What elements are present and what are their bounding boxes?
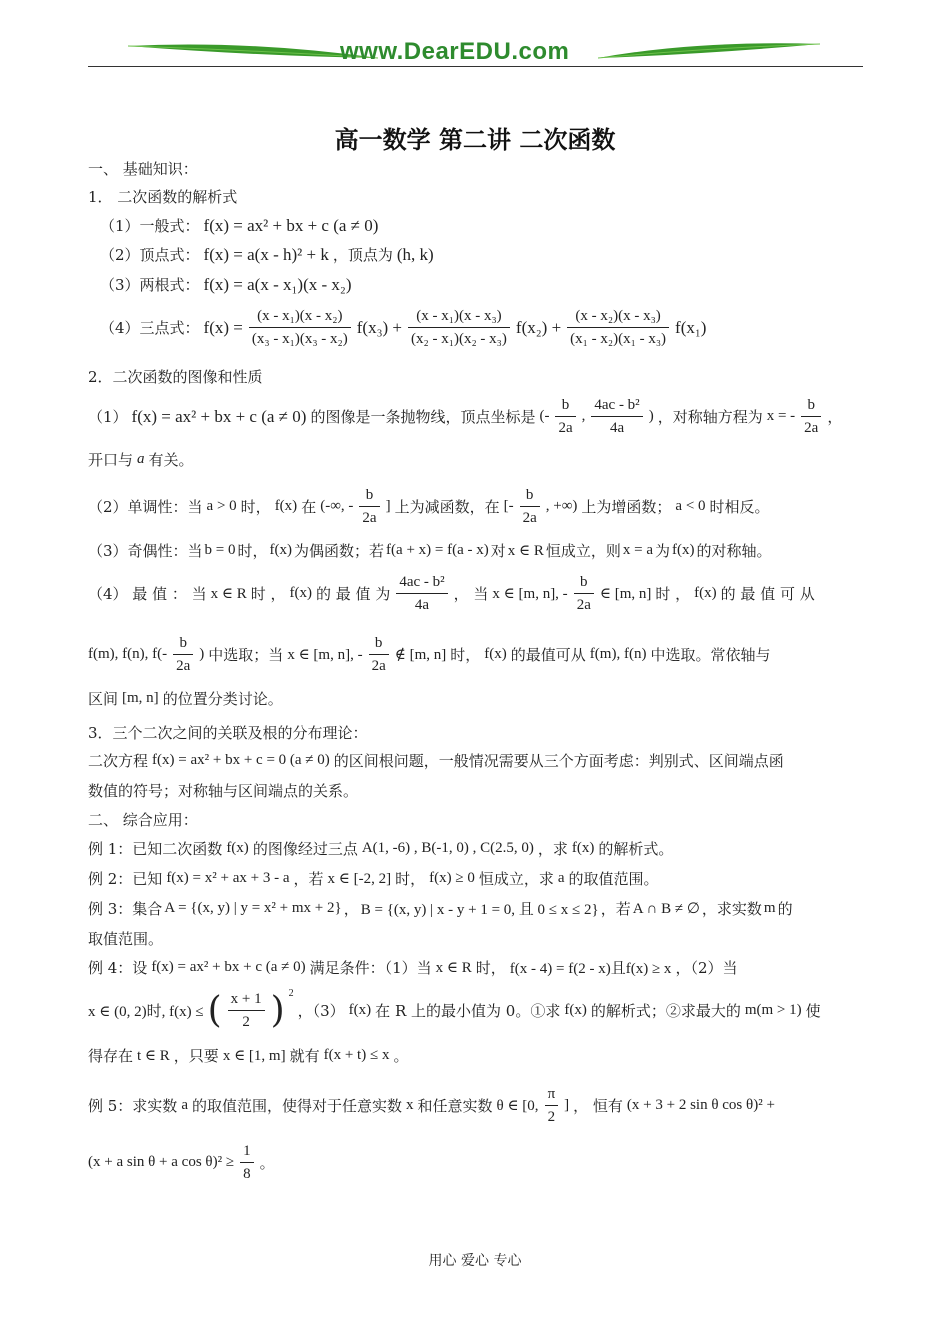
property-4-line3: 区间 [m, n] 的位置分类讨论。 — [88, 690, 283, 708]
property-4: （4） 最 值 ： 当 x ∈ R 时 ， f(x) 的 最 值 为 $\frac{\text{4ac - b²}}{4a}$ ， 当 x ∈ [m, n], - $\frac{b}{2a}$ ∈ [m, n] 时 ， f(x) 的 最 值 可 从 — [88, 571, 815, 616]
example-4-line3: 得存在 t ∈ R ，只要 x ∈ [1, m] 就有 f(x + t) ≤ x 。 — [88, 1047, 409, 1065]
leaf-right-icon — [598, 40, 820, 64]
three-point-form: （4）三点式： f(x) = $\frac{\text{(x - x₁)(x - x₂)}}{\text{(x₃ - x₁)(x₃ - x₂)}}$ f(x₃) + $\frac{\text{(x - x₁)(x - x₃)}}{\text{(x₂ - x₁)(x₂ - x₃)}}$ f(x₂) + $\frac{\text{(x - x₂)(x - x₃)}}{\text{(x₁ - x₂)(x₁ - x₃)}}$ f(x₁) — [100, 305, 706, 350]
property-2: （2）单调性：当 a > 0 时， f(x) 在 (-∞, - $\frac{b}{2a}$ ] 上为减函数，在 [- $\frac{b}{2a}$ , +∞) 上为增函数； a < 0 时相反。 — [88, 484, 770, 529]
property-1: （1） f(x) = ax² + bx + c (a ≠ 0) 的图像是一条抛物线，顶点坐标是 (- $\frac{b}{2a}$ , $\frac{\text{4ac - b²}}{4a}$ ) ，对称轴方程为 x = - $\frac{b}{2a}$ ， — [88, 394, 842, 439]
sub3-line2: 数值的符号；对称轴与区间端点的关系。 — [88, 782, 359, 800]
logo-text: www.DearEDU.com — [340, 38, 570, 65]
property-4-line2: f(m), f(n), f(- $\frac{b}{2a}$ ) 中选取；当 x ∈ [m, n], - $\frac{b}{2a}$ ∉ [m, n] 时， f(x) 的最值可从 f(m), f(n) 中选取。常依轴与 — [88, 632, 770, 677]
sub1-heading: 1． 二次函数的解析式 — [88, 188, 238, 206]
section2-heading: 二、 综合应用： — [88, 811, 198, 829]
vertex-form: （2）顶点式： f(x) = a(x - h)² + k ，顶点为 (h, k) — [100, 244, 434, 264]
example-3-line2: 取值范围。 — [88, 930, 164, 948]
roots-form: （3）两根式： f(x) = a(x - x₁)(x - x₂) — [100, 274, 352, 294]
example-3: 例 3：集合 A = {(x, y) | y = x² + mx + 2} ， B = {(x, y) | x - y + 1 = 0, 且 0 ≤ x ≤ 2} ，若 A ∩ B ≠ ∅ ，求实数 m 的 — [88, 900, 793, 918]
sub3-heading: 3．三个二次之间的关联及根的分布理论： — [88, 724, 368, 742]
header-rule — [88, 66, 863, 67]
example-1: 例 1：已知二次函数 f(x) 的图像经过三点 A(1, -6) , B(-1, 0) , C(2.5, 0) ，求 f(x) 的解析式。 — [88, 840, 674, 858]
example-5-line2: (x + a sin θ + a cos θ)² ≥ $\frac{1}{8}$ 。 — [88, 1140, 275, 1185]
example-5: 例 5：求实数 a 的取值范围，使得对于任意实数 x 和任意实数 θ ∈ [0, $\frac{\pi}{2}$ ] ， 恒有 (x + 3 + 2 sin θ cos θ)² + — [88, 1083, 775, 1128]
page-footer: 用心 爱心 专心 — [428, 1253, 522, 1269]
general-form: （1）一般式： f(x) = ax² + bx + c (a ≠ 0) — [100, 215, 379, 235]
sub3-line1: 二次方程 f(x) = ax² + bx + c = 0 (a ≠ 0) 的区间根问题，一般情况需要从三个方面考虑：判别式、区间端点函 — [88, 752, 784, 770]
example-2: 例 2：已知 f(x) = x² + ax + 3 - a ，若 x ∈ [-2, 2] 时， f(x) ≥ 0 恒成立，求 a 的取值范围。 — [88, 870, 659, 888]
page-title: 高一数学 第二讲 二次函数 — [334, 125, 616, 154]
header-banner — [128, 38, 820, 66]
section1-heading: 一、 基础知识： — [88, 160, 198, 178]
example-4-line2: x ∈ (0, 2)时, f(x) ≤ ( $\frac{x + 1}{2}$ ) $^2$ ，（3） f(x) 在 R 上的最小值为 0。①求 f(x) 的解析式；②求最大的 m(m > 1) 使 — [88, 988, 821, 1031]
sub2-heading: 2．二次函数的图像和性质 — [88, 368, 263, 386]
example-4: 例 4：设 f(x) = ax² + bx + c (a ≠ 0) 满足条件：（1）当 x ∈ R 时， f(x - 4) = f(2 - x)且f(x) ≥ x ，（2）当 — [88, 959, 738, 977]
property-3: （3）奇偶性：当 b = 0 时， f(x) 为偶函数；若 f(a + x) = f(a - x) 对 x ∈ R 恒成立，则 x = a 为 f(x) 的对称轴。 — [88, 542, 772, 560]
property-1-line2: 开口与 a 有关。 — [88, 451, 194, 469]
